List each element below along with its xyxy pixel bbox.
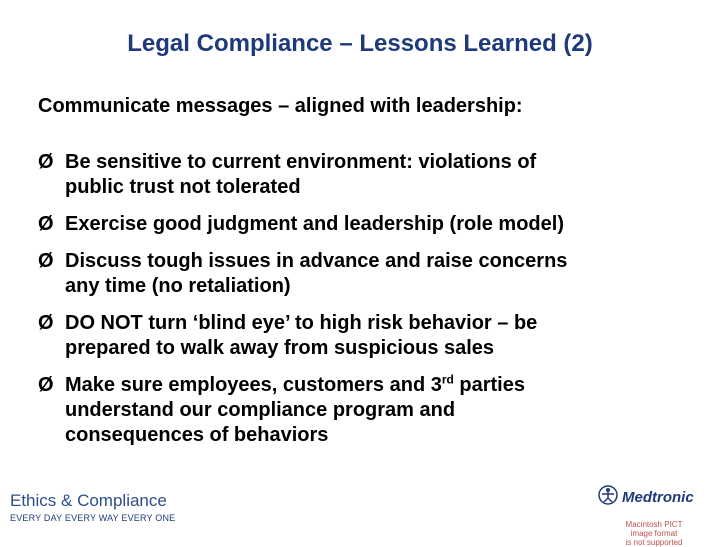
footer-branding — [10, 491, 175, 523]
bullet-line: Discuss tough issues in advance and raise concerns — [65, 250, 568, 272]
bullet-line: DO NOT turn ‘blind eye’ to high risk behavior – be — [65, 312, 538, 334]
note-line: is not supported — [625, 538, 683, 547]
note-line: image format — [630, 529, 678, 538]
unsupported-image-note — [598, 520, 710, 547]
bullet-line — [65, 373, 688, 398]
arrow-bullet-icon: Ø — [38, 374, 54, 396]
tagline: EVERY DAY EVERY WAY EVERY ONE — [10, 513, 176, 523]
medtronic-wordmark: Medtronic — [622, 489, 694, 506]
arrow-bullet-icon: Ø — [38, 151, 54, 173]
bullet-text: parties — [453, 374, 525, 396]
arrow-bullet-icon: Ø — [38, 250, 54, 272]
bullet-line: Exercise good judgment and leadership (role model) — [65, 213, 564, 235]
bullet-text: Make sure employees, customers and 3 — [65, 374, 442, 396]
bullet-line: any time (no retaliation) — [65, 275, 291, 297]
bullet-line: consequences of behaviors — [65, 424, 329, 446]
bullet-line: understand our compliance program and — [65, 399, 456, 421]
slide-title: Legal Compliance – Lessons Learned (2) — [127, 30, 593, 57]
bullet-list — [38, 150, 688, 460]
arrow-bullet-icon: Ø — [38, 213, 54, 235]
arrow-bullet-icon: Ø — [38, 312, 54, 334]
bullet-line: prepared to walk away from suspicious sales — [65, 337, 495, 359]
bullet-item — [38, 249, 688, 299]
ethics-compliance-label: Ethics & Compliance — [10, 491, 167, 510]
bullet-line: Be sensitive to current environment: violations of — [65, 151, 537, 173]
medtronic-figure-icon — [598, 485, 618, 510]
medtronic-logo — [598, 485, 710, 510]
bullet-line: public trust not tolerated — [65, 176, 301, 198]
bullet-item — [38, 150, 688, 200]
footer-logo — [598, 485, 710, 547]
intro-text: Communicate messages – aligned with leadership: — [38, 95, 523, 117]
note-line: Macintosh PICT — [625, 520, 683, 529]
bullet-item — [38, 373, 688, 448]
bullet-item — [38, 311, 688, 361]
bullet-item — [38, 212, 688, 237]
superscript-rd: rd — [441, 372, 454, 387]
